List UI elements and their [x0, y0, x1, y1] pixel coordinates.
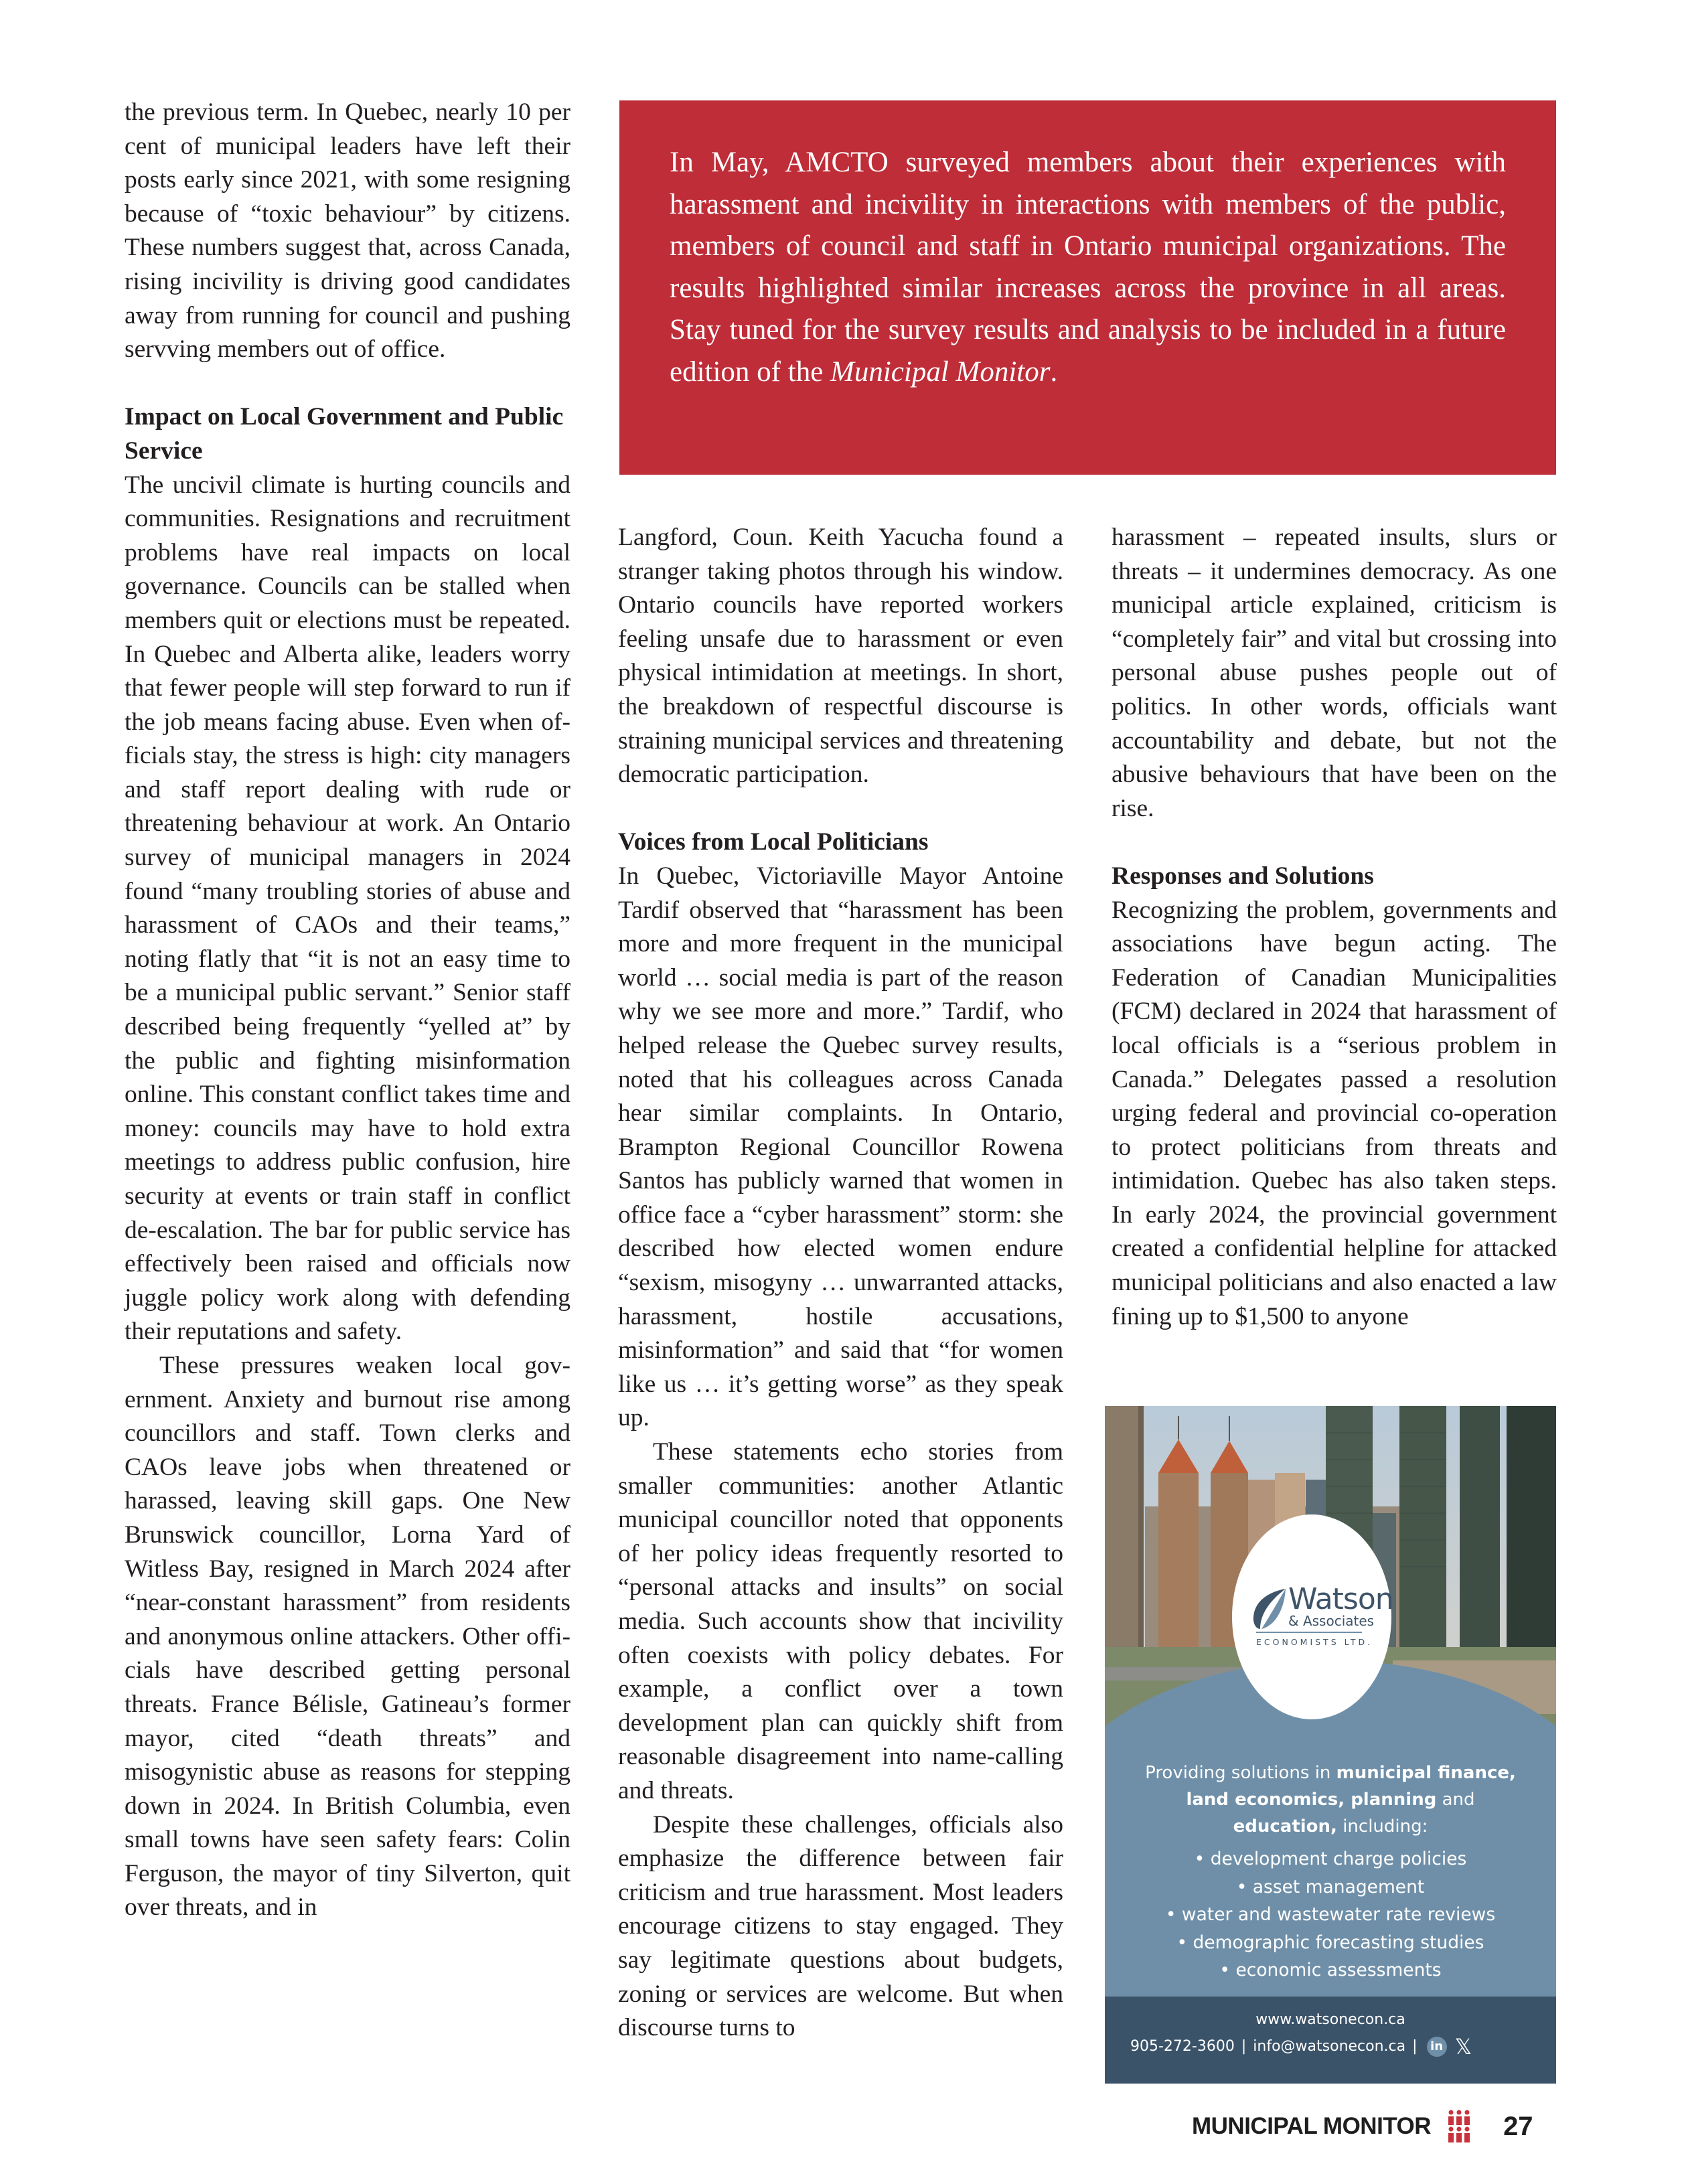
paragraph: Langford, Coun. Keith Yacucha found a stranger taking photos through his window. Ontario councils have reported workers feeling unsafe due to harassment or even physical intimidation at meetings. In short, the breakdown of respectful discourse is straining municipal services and threatening democratic participation. [618, 524, 1063, 789]
paragraph: In Quebec, Victoriaville Mayor Antoine Tardif observed that “harassment has been more and more frequent in the municipal world … social media is part of the reason why we see more and more.” Tardif, who helped release the Quebec survey results, noted that his colleagues across Canada hear similar complaints. In Ontario, Brampton Regional Councillor Rowena Santos has publicly warned that women in office face a “cyber harassment” storm: she described how elected women endure “sexism, misogyny … unwarranted attacks, harassment, hostile accusations, misinformation” and said that “for women like us … it’s getting worse” as they speak up. [618, 862, 1063, 1432]
article-column-right [1112, 521, 1557, 1334]
list-item: • demographic forecasting studies [1176, 1932, 1484, 1953]
brand-tagline: ECONOMISTS LTD. [1256, 1637, 1373, 1647]
page-number: 27 [1503, 2111, 1533, 2141]
ad-intro: Providing solutions in municipal finance, land economics, planning and education, including: [1145, 1763, 1516, 1837]
ad-contact-bar [1105, 1997, 1556, 2084]
list-item: • economic assessments [1219, 1960, 1442, 1980]
section-heading-voices: Voices from Local Politicians [618, 828, 929, 856]
publication-title-italic: Municipal Monitor [830, 356, 1051, 388]
separator: | [1412, 2038, 1418, 2055]
paragraph: These statements echo stories from smaller communities: another Atlantic municipal councillor noted that opponents of her policy ideas frequently resorted to “personal attacks and insults” on social media. Such accounts show that incivility often coexists with policy debates. For example, a conflict over a town development plan can quickly shift from reasonable disagreement into name-calling and threats. [618, 1438, 1063, 1804]
paragraph: harassment – repeated insults, slurs or threats – it undermines democracy. As one municipal article explained, criticism is “completely fair” and vital but crossing into personal abuse pushes people out of politics. In other words, officials want accountability and debate, but not the abusive behaviours that have been on the rise. [1112, 524, 1557, 822]
contact-line [1130, 2033, 1472, 2060]
brand-subtitle: & Associates [1288, 1613, 1375, 1629]
municipal-monitor-logo-icon [1447, 2110, 1471, 2143]
ad-services-list [1105, 1845, 1556, 1984]
paragraph: Despite these challenges, officials also emphasize the difference between fair criticism and true harassment. Most leaders encourage citizens to stay engaged. They say legitimate questions about budgets, zoning or services are welcome. But when discourse turns to [618, 1810, 1063, 2042]
list-item: • development charge policies [1194, 1849, 1467, 1869]
watson-associates-advertisement[interactable] [1105, 1406, 1556, 2084]
website-link[interactable]: www.watsonecon.ca [1255, 2011, 1405, 2028]
page-footer [1192, 2108, 1533, 2145]
callout-text: In May, AMCTO surveyed members about their experiences with harassment and incivility in interactions with members of the public, members of council and staff in Ontario municipal organizations. The results highlighted similar increases across the province in all areas. Stay tuned for the survey results and analysis to be included in a future edition of the Municipal Monitor. [670, 147, 1506, 388]
publication-name: MUNICIPAL MONITOR [1192, 2113, 1432, 2139]
article-column-middle [618, 521, 1063, 2045]
leaf-logo-icon [1251, 1587, 1287, 1630]
brand-name: Watson [1288, 1582, 1393, 1616]
list-item: • asset management [1236, 1876, 1425, 1897]
paragraph: Recognizing the problem, governments and associations have begun acting. The Federation of Canadian Municipalities (FCM) declared in 2024 that harassment of local officials is a “serious problem in Canada.” Delegates passed a resolution urging federal and provincial co-operation to protect politicians from threats and intimidation. Quebec has also taken steps. In early 2024, the provincial government created a confidential helpline for attacked municipal politicians and also enacted a law fining up to $1,500 to anyone [1112, 896, 1557, 1330]
article-column-left [125, 96, 570, 1925]
paragraph: These pressures weaken local government. Anxiety and burnout rise among councillors and staff. Town clerks and CAOs leave jobs when threatened or harassed, leaving skill gaps. One New Brunswick councillor, Lorna Yard of Witless Bay, resigned in March 2024 after “near-constant harassment” from residents and anonymous online attackers. Other officials have described getting personal threats. France Bélisle, Gatineau’s former mayor, cited “death threats” and misogynistic abuse as reasons for stepping down in 2024. In British Columbia, even small towns have seen safety fears: Colin Ferguson, the mayor of tiny Silverton, quit over threats, and in [125, 1351, 570, 1922]
amcto-survey-callout [619, 100, 1556, 475]
phone-number[interactable]: 905-272-3600 [1130, 2038, 1235, 2055]
list-item: • water and wastewater rate reviews [1165, 1904, 1496, 1925]
email-link[interactable]: info@watsonecon.ca [1253, 2038, 1406, 2055]
logo-divider [1256, 1632, 1362, 1633]
paragraph: the previous term. In Quebec, nearly 10 per cent of municipal leaders have left their posts early since 2021, with some resigning because of “toxic behaviour” by citizens. These numbers suggest that, across Canada, rising incivility is driving good candidates away from running for council and pushing servving members out of office. [125, 98, 570, 364]
x-twitter-icon[interactable]: 𝕏 [1454, 2034, 1472, 2059]
section-heading-responses: Responses and Solutions [1112, 862, 1374, 890]
section-heading-impact: Impact on Local Government and Public Service [125, 403, 564, 465]
paragraph: The uncivil climate is hurting councils and communities. Resignations and recruitment problems have real impacts on local governance. Councils can be stalled when members quit or elections must be repeated. In Quebec and Alberta alike, leaders worry that fewer people will step forward to run if the job means facing abuse. Even when officials stay, the stress is high: city managers and staff report dealing with rude or threatening behaviour at work. An Ontario survey of municipal managers in 2024 found “many troubling stories of abuse and harassment of CAOs and their teams,” noting flatly that “it is not an easy time to be a municipal public servant.” Senior staff described being frequently “yelled at” by the public and fighting misinformation online. This constant conflict takes time and money: councils may have to hold extra meetings to address public confusion, hire security at events or train staff in conflict de-escalation. The bar for public service has effectively been raised and officials now juggle policy work along with defending their reputations and safety. [125, 471, 570, 1346]
separator: | [1241, 2038, 1247, 2055]
linkedin-icon[interactable]: in [1427, 2037, 1447, 2057]
